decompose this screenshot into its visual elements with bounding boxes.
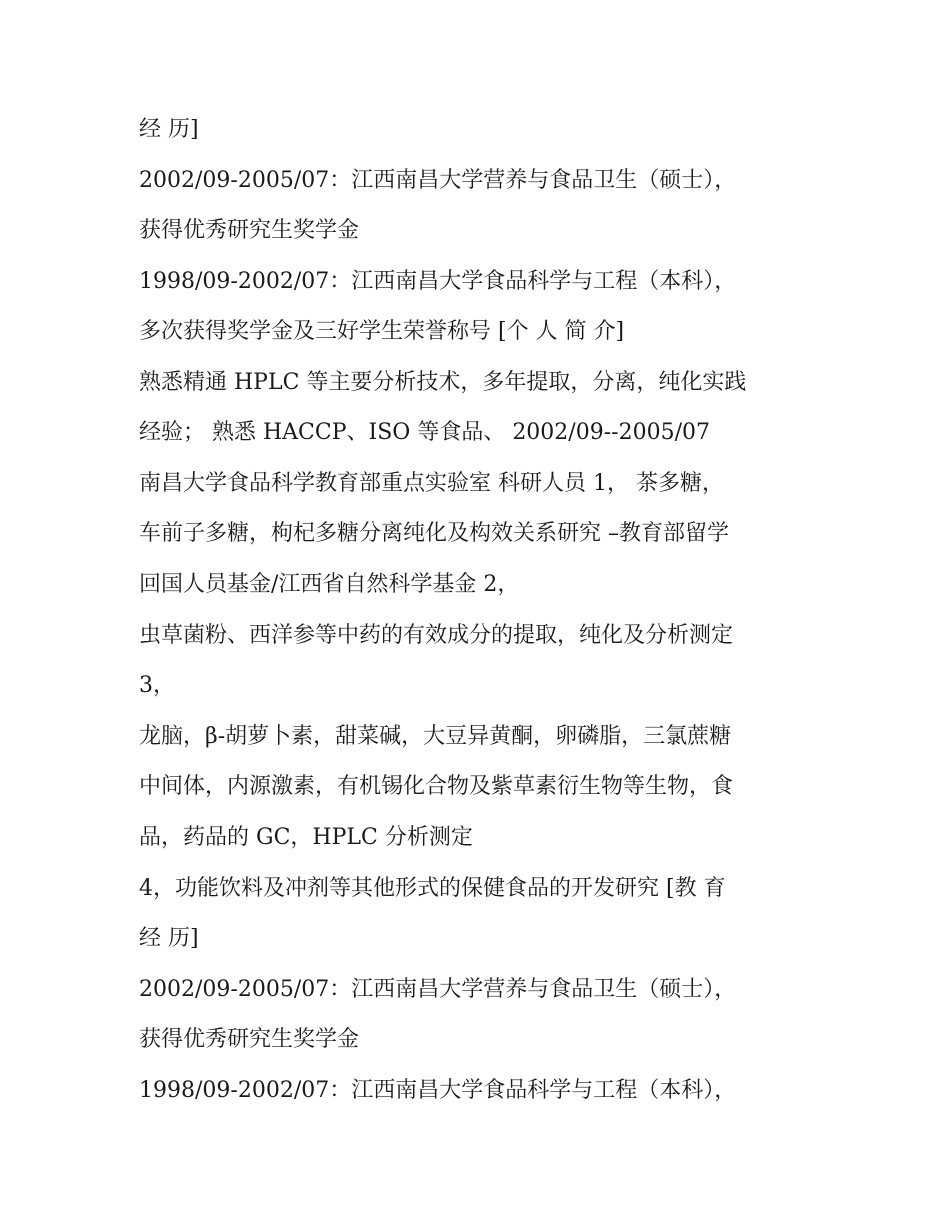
text-line-20: 1998/09-2002/07：江西南昌大学食品科学与工程（本科），	[139, 1078, 737, 1103]
text-line-17: 经 历]	[139, 926, 199, 951]
text-line-9: 车前子多糖，枸杞多糖分离纯化及构效关系研究 –教育部留学	[139, 521, 729, 546]
text-line-15: 品，药品的 GC，HPLC 分析测定	[139, 825, 473, 850]
text-line-16: 4，功能饮料及冲剂等其他形式的保健食品的开发研究 [教 育	[139, 876, 726, 901]
text-line-6: 熟悉精通 HPLC 等主要分析技术，多年提取，分离，纯化实践	[139, 370, 747, 395]
text-line-11: 虫草菌粉、西洋参等中药的有效成分的提取，纯化及分析测定	[139, 623, 734, 648]
text-line-1: 经 历]	[139, 117, 199, 142]
text-line-8: 南昌大学食品科学教育部重点实验室 科研人员 1， 茶多糖，	[139, 471, 724, 496]
text-line-5: 多次获得奖学金及三好学生荣誉称号 [个 人 简 介]	[139, 319, 625, 344]
text-line-19: 获得优秀研究生奖学金	[139, 1027, 360, 1052]
text-line-13: 龙脑，β-胡萝卜素，甜菜碱，大豆异黄酮，卵磷脂，三氯蔗糖	[139, 724, 732, 749]
text-line-12: 3，	[139, 673, 175, 698]
text-line-4: 1998/09-2002/07：江西南昌大学食品科学与工程（本科），	[139, 269, 737, 294]
text-line-10: 回国人员基金/江西省自然科学基金 2，	[139, 572, 520, 597]
text-line-2: 2002/09-2005/07：江西南昌大学营养与食品卫生（硕士），	[139, 168, 737, 193]
text-line-18: 2002/09-2005/07：江西南昌大学营养与食品卫生（硕士），	[139, 977, 737, 1002]
text-line-7: 经验； 熟悉 HACCP、ISO 等食品、 2002/09--2005/07	[139, 420, 710, 445]
text-line-14: 中间体，内源激素，有机锡化合物及紫草素衍生物等生物，食	[139, 774, 734, 799]
text-line-3: 获得优秀研究生奖学金	[139, 218, 360, 243]
